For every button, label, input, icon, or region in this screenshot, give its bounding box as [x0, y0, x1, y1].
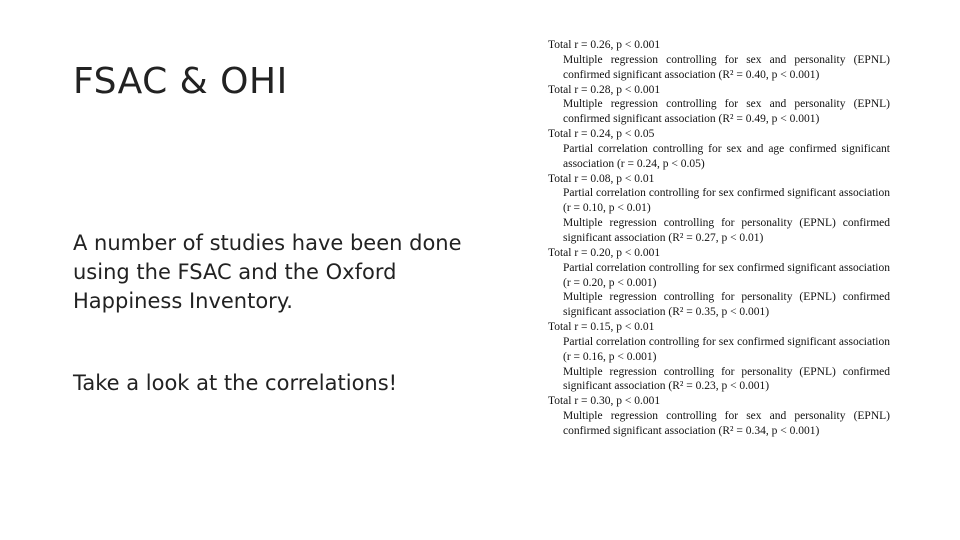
slide-title: FSAC & OHI [73, 61, 288, 102]
total-correlation: Total r = 0.20, p < 0.001 [548, 246, 661, 259]
total-correlation: Total r = 0.08, p < 0.01 [548, 172, 655, 185]
result-note: Multiple regression controlling for sex and personality (EPNL) confirmed significant association (R² = 0.34, p < 0.001) [563, 410, 890, 437]
result-note: Multiple regression controlling for personality (EPNL) confirmed significant association (R² = 0.35, p < 0.001) [563, 291, 890, 319]
intro-paragraph: A number of studies have been done using the FSAC and the Oxford Happiness Inventory. [73, 231, 462, 313]
result-note: Multiple regression controlling for personality (EPNL) confirmed significant association (R² = 0.27, p < 0.01) [563, 217, 890, 244]
result-note: Multiple regression controlling for sex and personality (EPNL) confirmed significant association (R² = 0.40, p < 0.001) [563, 53, 890, 81]
result-note: Partial correlation controlling for sex confirmed significant association (r = 0.20, p < 0.001) [563, 261, 890, 289]
total-correlation: Total r = 0.24, p < 0.05 [548, 128, 655, 141]
total-correlation: Total r = 0.26, p < 0.001 [548, 39, 661, 51]
result-entry [548, 83, 890, 128]
total-correlation: Total r = 0.28, p < 0.001 [548, 83, 661, 96]
result-entry [548, 394, 890, 439]
call-to-action-paragraph: Take a look at the correlations! [73, 371, 398, 395]
total-correlation: Total r = 0.15, p < 0.01 [548, 321, 655, 334]
result-entry [548, 246, 890, 320]
result-note: Multiple regression controlling for sex and personality (EPNL) confirmed significant association (R² = 0.49, p < 0.001) [563, 98, 890, 126]
result-entry [548, 172, 890, 246]
result-note: Multiple regression controlling for personality (EPNL) confirmed significant association (R² = 0.23, p < 0.001) [563, 365, 890, 393]
result-note: Partial correlation controlling for sex and age confirmed significant association (r = 0.24, p < 0.05) [563, 142, 890, 170]
results-excerpt [548, 38, 890, 439]
result-entry [548, 127, 890, 172]
total-correlation: Total r = 0.30, p < 0.001 [548, 395, 661, 408]
result-entry [548, 320, 890, 394]
result-note: Partial correlation controlling for sex confirmed significant association (r = 0.10, p < 0.01) [563, 187, 890, 215]
result-entry [548, 38, 890, 83]
result-note: Partial correlation controlling for sex confirmed significant association (r = 0.16, p < 0.001) [563, 335, 890, 363]
